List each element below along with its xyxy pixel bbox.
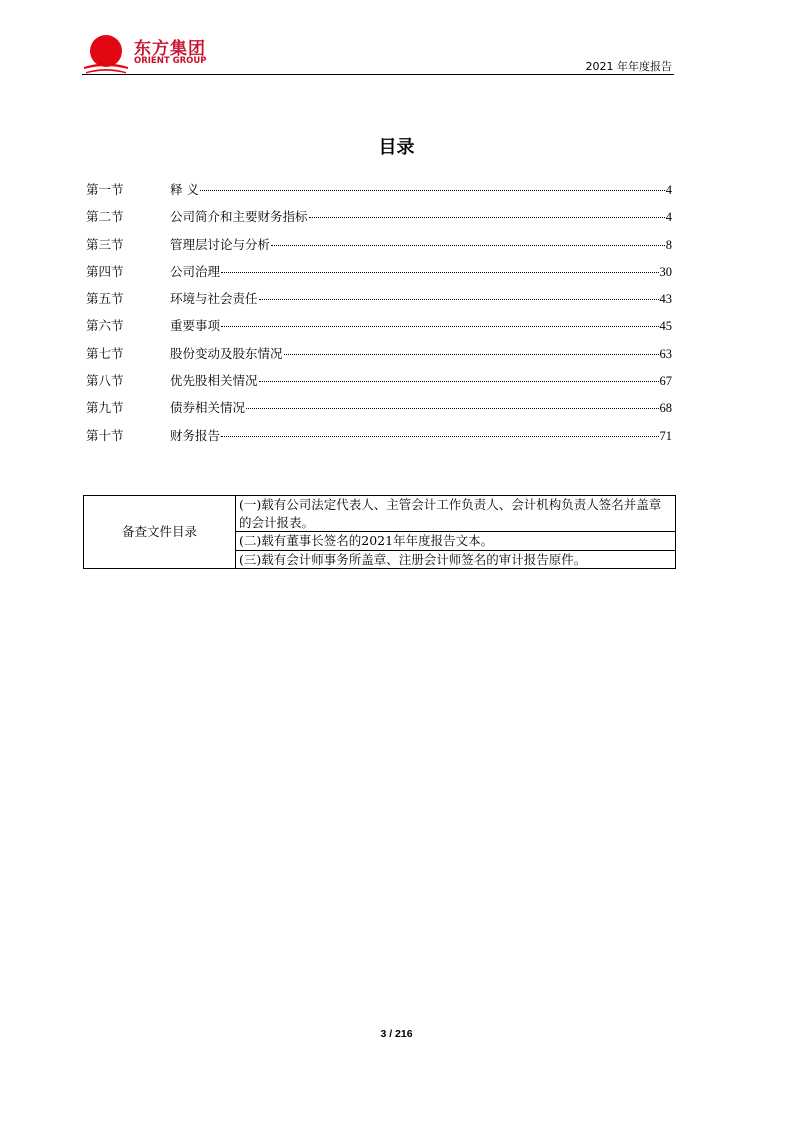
toc-page-number: 30 [659,264,672,279]
logo-chinese-name: 东方集团 [134,39,206,59]
orient-group-logo-icon [84,34,128,74]
table-row [84,496,676,532]
toc-leader-dots [246,408,658,409]
toc-leader-dots [259,381,659,382]
toc-leader-dots [259,299,659,300]
toc-page-number: 4 [665,183,672,197]
toc-chapter: 第三节 [86,236,124,252]
toc-leader-dots [221,326,658,327]
toc-chapter: 第六节 [86,318,124,334]
toc-section-name: 股份变动及股东情况 [170,345,283,361]
reference-doc-item: (二)载有董事长签名的2021年年度报告文本。 [236,532,676,551]
header-divider [82,74,674,75]
table-of-contents [86,180,672,453]
toc-leader-dots [309,217,665,218]
toc-section-name: 公司简介和主要财务指标 [170,209,308,225]
toc-entry-7[interactable] [86,344,672,371]
toc-entry-4[interactable] [86,262,672,289]
toc-section-name: 环境与社会责任 [170,291,258,307]
toc-chapter: 第八节 [86,373,124,389]
toc-section-name: 重要事项 [170,318,221,334]
toc-section-name: 释 义 [170,182,199,197]
reference-docs-label: 备查文件目录 [84,496,236,569]
page-header [82,28,674,75]
toc-chapter: 第七节 [86,345,124,361]
toc-chapter: 第四节 [86,263,124,279]
toc-entry-2[interactable] [86,207,672,234]
toc-entry-3[interactable] [86,235,672,262]
toc-section-name: 优先股相关情况 [170,373,258,389]
toc-entry-6[interactable] [86,316,672,343]
logo-english-name: ORIENT GROUP [134,56,207,66]
report-title: 2021 年年度报告 [585,60,672,73]
toc-page-number: 67 [659,374,672,389]
toc-section-name: 债券相关情况 [170,400,246,416]
toc-page-number: 45 [659,319,672,334]
toc-entry-1[interactable] [86,180,672,207]
toc-leader-dots [221,272,658,273]
toc-leader-dots [221,436,658,437]
toc-chapter: 第五节 [86,291,124,307]
toc-page-number: 4 [665,210,672,225]
toc-section-name: 公司治理 [170,263,221,279]
toc-chapter: 第十节 [86,427,124,443]
toc-page-number: 63 [659,346,672,361]
toc-entry-8[interactable] [86,371,672,398]
toc-page-number: 71 [659,428,672,443]
toc-entry-5[interactable] [86,289,672,316]
toc-entry-9[interactable] [86,398,672,425]
toc-chapter: 第二节 [86,209,124,225]
toc-page-number: 43 [659,292,672,307]
reference-documents-table [83,495,676,569]
toc-section-name: 管理层讨论与分析 [170,236,271,252]
toc-leader-dots [284,354,659,355]
toc-page-number: 8 [665,237,672,252]
toc-chapter: 第一节 [86,182,124,197]
toc-title: 目录 [378,137,415,158]
toc-leader-dots [271,245,665,246]
toc-leader-dots [200,190,665,191]
toc-entry-10[interactable] [86,426,672,453]
toc-section-name: 财务报告 [170,427,221,443]
reference-doc-item: (三)载有会计师事务所盖章、注册会计师签名的审计报告原件。 [236,550,676,569]
reference-doc-item: (一)载有公司法定代表人、主管会计工作负责人、会计机构负责人签名并盖章的会计报表。 [236,496,676,532]
toc-page-number: 68 [659,401,672,416]
page-number: 3 / 216 [380,1028,413,1040]
toc-chapter: 第九节 [86,400,124,416]
